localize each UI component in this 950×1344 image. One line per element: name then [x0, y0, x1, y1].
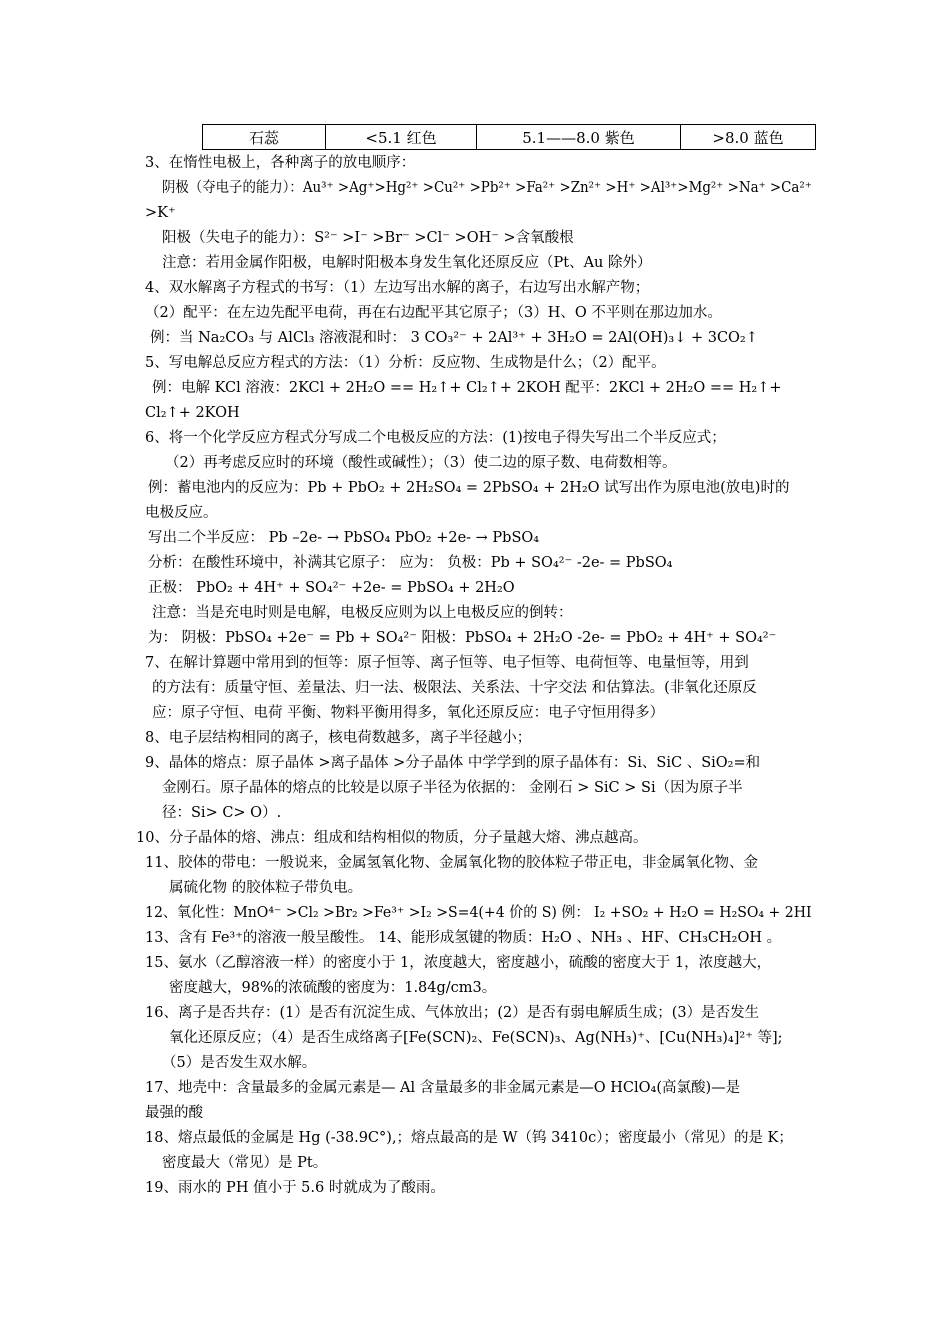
text-line: 分析：在酸性环境中，补满其它原子： 应为： 负极：Pb + SO₄²⁻ -2e- = PbSO₄	[148, 555, 673, 571]
text-line: 5、写电解总反应方程式的方法：（1）分析：反应物、生成物是什么；（2）配平。	[145, 355, 666, 371]
text-line: （5）是否发生双水解。	[162, 1055, 317, 1071]
indicator-mid-cell: 5.1——8.0 紫色	[477, 125, 681, 150]
text-line: 的方法有：质量守恒、差量法、归一法、极限法、关系法、十字交法 和估算法。(非氧化还原反	[152, 680, 757, 696]
text-line: 13、含有 Fe³⁺的溶液一般呈酸性。 14、能形成氢键的物质：H₂O 、NH₃ 、HF、CH₃CH₂OH 。	[145, 930, 782, 946]
text-line: 例：蓄电池内的反应为：Pb + PbO₂ + 2H₂SO₄ = 2PbSO₄ + 2H₂O 试写出作为原电池(放电)时的	[148, 480, 790, 496]
text-line: 7、在解计算题中常用到的恒等：原子恒等、离子恒等、电子恒等、电荷恒等、电量恒等，用到	[145, 655, 749, 671]
indicator-name-cell: 石蕊	[203, 125, 326, 150]
text-line: 例：当 Na₂CO₃ 与 AlCl₃ 溶液混和时： 3 CO₃²⁻ + 2Al³⁺ + 3H₂O = 2Al(OH)₃↓ + 3CO₂↑	[150, 330, 758, 346]
text-line: 密度越大，98%的浓硫酸的密度为：1.84g/cm3。	[169, 980, 497, 996]
text-line: 写出二个半反应： Pb –2e- → PbSO₄ PbO₂ +2e- → PbSO₄	[148, 530, 540, 546]
table-row	[203, 125, 816, 150]
text-line: 10、分子晶体的熔、沸点：组成和结构相似的物质，分子量越大熔、沸点越高。	[136, 830, 648, 846]
text-line: （2）再考虑反应时的环境（酸性或碱性）；（3）使二边的原子数、电荷数相等。	[165, 455, 677, 471]
text-line: 密度最大（常见）是 Pt。	[162, 1155, 328, 1171]
indicator-low-cell: <5.1 红色	[326, 125, 477, 150]
text-line: 17、地壳中：含量最多的金属元素是— Al 含量最多的非金属元素是—O HClO₄(高氯酸)—是	[145, 1080, 741, 1096]
text-line: 为： 阴极：PbSO₄ +2e⁻ = Pb + SO₄²⁻ 阳极：PbSO₄ + 2H₂O -2e- = PbO₂ + 4H⁺ + SO₄²⁻	[148, 630, 777, 646]
text-line: 16、离子是否共存：(1）是否有沉淀生成、气体放出；(2）是否有弱电解质生成；(3）是否发生	[145, 1005, 760, 1021]
text-line: 6、将一个化学反应方程式分写成二个电极反应的方法：(1)按电子得失写出二个半反应式；	[145, 430, 726, 446]
text-line: 19、雨水的 PH 值小于 5.6 时就成为了酸雨。	[145, 1180, 445, 1196]
text-line: 属硫化物 的胶体粒子带负电。	[169, 880, 363, 896]
indicator-high-cell: >8.0 蓝色	[681, 125, 816, 150]
text-line: （2）配平：在左边先配平电荷，再在右边配平其它原子；（3）H、O 不平则在那边加水。	[145, 305, 722, 321]
text-line: 径：Si> C> O）.	[162, 805, 282, 821]
text-line: 11、胶体的带电：一般说来，金属氢氧化物、金属氧化物的胶体粒子带正电，非金属氧化物、金	[145, 855, 758, 871]
text-line: 18、熔点最低的金属是 Hg (-38.9C°),；熔点最高的是 W（钨 3410c）；密度最小（常见）的是 K；	[145, 1130, 793, 1146]
text-line: 阳极（失电子的能力）：S²⁻ >I⁻ >Br⁻ >Cl⁻ >OH⁻ >含氧酸根	[162, 230, 574, 246]
text-line: 最强的酸	[145, 1105, 203, 1121]
text-line: 正极： PbO₂ + 4H⁺ + SO₄²⁻ +2e- = PbSO₄ + 2H₂O	[148, 580, 515, 596]
text-line: 4、双水解离子方程式的书写：（1）左边写出水解的离子，右边写出水解产物；	[145, 280, 650, 296]
text-line: 阴极（夺电子的能力）：Au³⁺ >Ag⁺>Hg²⁺ >Cu²⁺ >Pb²⁺ >Fa²⁺ >Zn²⁺ >H⁺ >Al³⁺>Mg²⁺ >Na⁺ >Ca²⁺	[162, 180, 812, 196]
text-line: >K⁺	[145, 205, 176, 221]
text-line: 例：电解 KCl 溶液：2KCl + 2H₂O == H₂↑+ Cl₂↑+ 2KOH 配平：2KCl + 2H₂O == H₂↑+	[152, 380, 782, 396]
text-line: 金刚石。原子晶体的熔点的比较是以原子半径为依据的： 金刚石 > SiC > Si（因为原子半	[162, 780, 743, 796]
text-line: 注意：当是充电时则是电解，电极反应则为以上电极反应的倒转：	[152, 605, 573, 621]
text-line: 15、氨水（乙醇溶液一样）的密度小于 1，浓度越大，密度越小，硫酸的密度大于 1，浓度越大，	[145, 955, 772, 971]
text-line: 电极反应。	[145, 505, 218, 521]
text-line: 12、氧化性：MnO⁴⁻ >Cl₂ >Br₂ >Fe³⁺ >I₂ >S=4(+4 价的 S) 例： I₂ +SO₂ + H₂O = H₂SO₄ + 2HI	[145, 905, 812, 921]
text-line: 9、晶体的熔点：原子晶体 >离子晶体 >分子晶体 中学学到的原子晶体有：Si、SiC 、SiO₂=和	[145, 755, 761, 771]
indicator-table	[202, 124, 816, 150]
text-line: 注意：若用金属作阳极，电解时阳极本身发生氧化还原反应（Pt、Au 除外）	[162, 255, 652, 271]
text-line: 氧化还原反应；（4）是否生成络离子[Fe(SCN)₂、Fe(SCN)₃、Ag(NH₃)⁺、[Cu(NH₃)₄]²⁺ 等];	[169, 1030, 783, 1046]
text-line: 3、在惰性电极上，各种离子的放电顺序：	[145, 155, 416, 171]
text-line: 应：原子守恒、电荷 平衡、物料平衡用得多，氧化还原反应：电子守恒用得多）	[152, 705, 665, 721]
text-line: 8、电子层结构相同的离子，核电荷数越多，离子半径越小；	[145, 730, 532, 746]
text-line: Cl₂↑+ 2KOH	[145, 405, 240, 421]
